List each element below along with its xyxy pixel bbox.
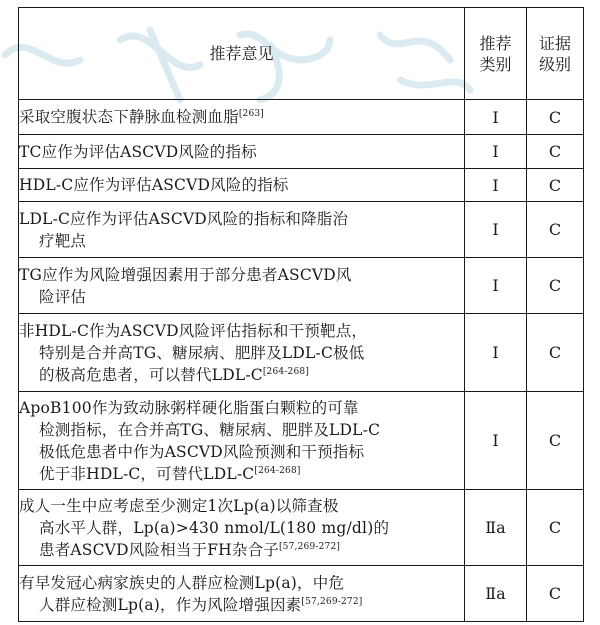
evidence-cell: C [527,202,584,258]
recommendation-text: 成人一生中应考虑至少测定1次Lp(a)以筛查极 高水平人群，Lp(a)>430 nmol/L(180 mg/dl)的 患者ASCVD风险相当于FH杂合子[57,269-272] [19,490,465,566]
table-row [19,490,584,566]
table-row [19,135,584,169]
table-row [19,258,584,314]
category-cell: Ⅰ [465,314,527,392]
evidence-cell: C [527,392,584,490]
recommendation-text: TG应作为风险增强因素用于部分患者ASCVD风 险评估 [19,258,465,314]
recommendation-text: HDL-C应作为评估ASCVD风险的指标 [19,169,465,202]
header-recommendation: 推荐意见 [19,8,465,100]
recommendation-table [18,7,584,622]
reference-citation: [57,269-272] [301,596,363,607]
reference-citation: [57,269-272] [278,541,341,552]
reference-citation: [264-268] [262,366,310,377]
table-row [19,566,584,622]
recommendation-text: ApoB100作为致动脉粥样硬化脂蛋白颗粒的可靠 检测指标，在合并高TG、糖尿病、肥胖及LDL-C 极低危患者中作为ASCVD风险预测和干预指标 优于非HDL-C，可替代LDL-C[264-268] [19,392,465,490]
category-cell: Ⅰ [465,100,527,135]
evidence-cell: C [527,566,584,622]
reference-citation: [264-268] [254,465,301,476]
evidence-cell: C [527,490,584,566]
category-cell: Ⅰ [465,258,527,314]
recommendation-text: 有早发冠心病家族史的人群应检测Lp(a)，中危 人群应检测Lp(a)，作为风险增强因素[57,269-272] [19,566,465,622]
table-row [19,314,584,392]
table-row [19,100,584,135]
recommendation-text: 非HDL-C作为ASCVD风险评估指标和干预靶点， 特别是合并高TG、糖尿病、肥胖及LDL-C极低 的极高危患者，可以替代LDL-C[264-268] [19,314,465,392]
reference-citation: [263] [238,109,265,119]
evidence-cell: C [527,135,584,169]
table-row [19,202,584,258]
category-cell: Ⅱa [465,566,527,622]
category-cell: Ⅰ [465,169,527,202]
evidence-cell: C [527,314,584,392]
category-cell: Ⅱa [465,490,527,566]
recommendation-text: 采取空腹状态下静脉血检测血脂[263] [19,100,465,135]
recommendation-text: LDL-C应作为评估ASCVD风险的指标和降脂治 疗靶点 [19,202,465,258]
table-row [19,169,584,202]
evidence-cell: C [527,100,584,135]
evidence-cell: C [527,258,584,314]
header-category: 推荐 类别 [465,8,527,100]
header-evidence: 证据 级别 [527,8,584,100]
table-row [19,392,584,490]
category-cell: Ⅰ [465,392,527,490]
category-cell: Ⅰ [465,135,527,169]
table-header-row [19,8,584,100]
evidence-cell: C [527,169,584,202]
category-cell: Ⅰ [465,202,527,258]
recommendation-text: TC应作为评估ASCVD风险的指标 [19,135,465,169]
